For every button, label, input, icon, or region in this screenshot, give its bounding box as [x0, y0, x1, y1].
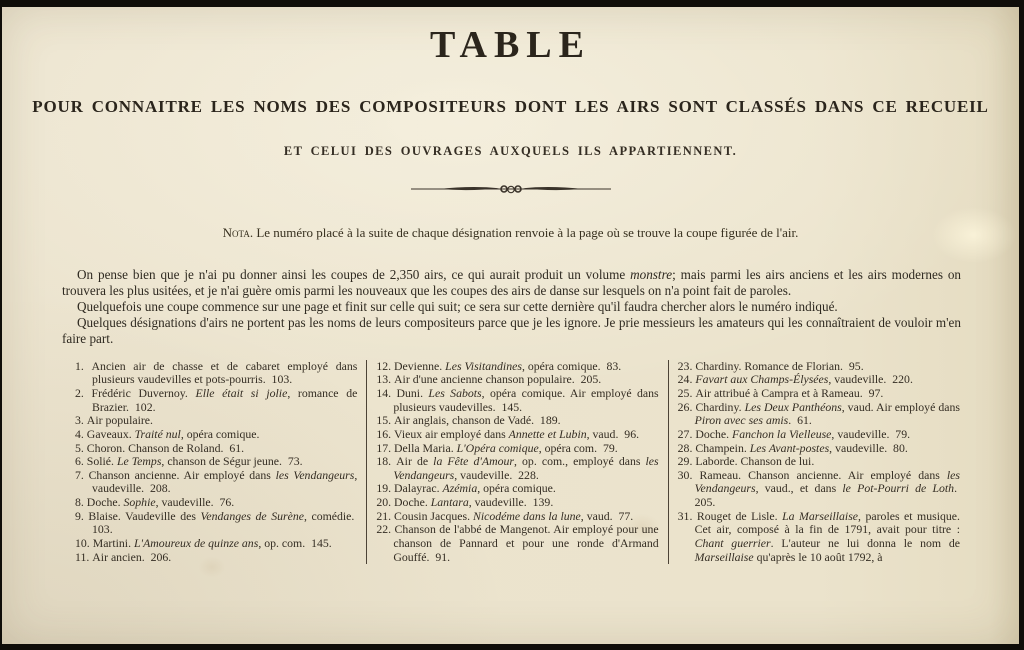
text-run: La Marseillaise — [782, 508, 859, 523]
index-entry — [678, 401, 960, 428]
composer-index — [66, 360, 969, 564]
text-run: les Vendangeurs — [694, 467, 960, 496]
text-run: Le Temps — [116, 454, 162, 469]
nota-note — [2, 225, 1019, 241]
text-run: Chardiny. — [695, 399, 745, 414]
text-run: , vaudeville. 220. — [828, 372, 913, 387]
entry-number: 3. — [75, 413, 87, 428]
text-run: , paroles et musique. Cet air, composé à la fin de 1791, avait pour titre : — [694, 508, 960, 537]
paragraph — [62, 267, 961, 299]
text-run: Rouget de Lisle. — [696, 508, 783, 523]
text-run: Air anglais, chanson de Vadé. 189. — [394, 413, 561, 428]
text-run: , vaud. 96. — [586, 426, 640, 441]
index-entry — [678, 373, 960, 387]
text-run: , vaudeville. 208. — [92, 467, 358, 496]
index-entry — [75, 428, 357, 442]
text-run: Gaveaux. — [86, 426, 135, 441]
text-run: Annette et Lubin — [508, 426, 587, 441]
text-run: Laborde. Chanson de lui. — [695, 454, 815, 469]
index-entry — [678, 360, 960, 374]
text-run: Traité nul — [134, 426, 181, 441]
text-run: Duni. — [396, 386, 429, 401]
entry-number: 22. — [376, 522, 395, 537]
text-run: Cousin Jacques. — [394, 508, 473, 523]
entry-number: 6. — [75, 454, 87, 469]
text-run: Air ancien. 206. — [92, 549, 172, 564]
text-run: Chant guerrier — [694, 535, 771, 550]
text-run: Martini. — [92, 535, 134, 550]
entry-number: 17. — [376, 440, 395, 455]
index-entry — [75, 537, 357, 551]
text-run: Vieux air employé dans — [394, 426, 509, 441]
entry-number: 8. — [75, 495, 87, 510]
page-subtitle: POUR CONNAITRE LES NOMS DES COMPOSITEURS DONT LES AIRS SONT CLASSÉS DANS CE RECUEIL — [32, 97, 989, 116]
index-entry — [678, 469, 960, 510]
index-entry — [376, 442, 658, 456]
text-run: , romance de Brazier. 102. — [92, 386, 358, 414]
entry-number: 11. — [75, 549, 93, 564]
index-entry — [376, 360, 658, 374]
index-entry — [376, 455, 658, 482]
text-run: Ancien air de chasse et de cabaret employé dans plusieurs vaudevilles et pots-pourris. 103. — [91, 358, 358, 387]
text-run: Frédéric Duvernoy. — [91, 386, 196, 401]
text-run: , vaudeville. 76. — [155, 495, 235, 510]
entry-number: 16. — [376, 426, 395, 441]
entry-number: 30. — [677, 467, 700, 482]
text-run: , opéra comique. — [180, 426, 260, 441]
entry-number: 27. — [677, 426, 696, 441]
entry-number: 25. — [677, 386, 696, 401]
index-entry — [678, 387, 960, 401]
text-run: L'Amoureux de quinze ans — [134, 535, 259, 550]
text-run: , chanson de Ségur jeune. 73. — [161, 454, 303, 469]
text-run: , opéra comique. — [477, 481, 556, 496]
text-run: ; mais parmi les airs anciens et les airs modernes on trouvera les plus usitées, et je n'ai guère omis parmi les nouveaux que les coupes des airs de danse sur lesquels on n'a point fait de paroles. — [62, 267, 962, 298]
index-entry — [376, 482, 658, 496]
entry-number: 2. — [75, 386, 92, 401]
text-run: les Vendangeurs — [393, 454, 659, 482]
text-run: Solié. — [86, 454, 117, 469]
text-run: , vaudeville. 228. — [454, 467, 539, 482]
text-run: Chanson de l'abbé de Mangenot. Air employé pour une chanson de Pannard et pour une ronde d'Armand Gouffé. 91. — [393, 522, 659, 564]
entry-number: 28. — [677, 440, 696, 455]
index-entry — [75, 469, 357, 496]
text-run: le Pot-Pourri de Loth — [842, 481, 955, 496]
text-run: Doche. — [86, 495, 124, 510]
text-run: . 61. — [788, 413, 812, 428]
text-run: , vaudeville. 79. — [831, 426, 911, 441]
index-entry — [75, 455, 357, 469]
index-entry — [376, 510, 658, 524]
text-run: On pense bien que je n'ai pu donner ainsi les coupes de 2,350 airs, ce qui aurait produit un volume — [77, 267, 631, 282]
text-run: Quelquefois une coupe commence sur une page et finit sur celle qui suit; ce sera sur cette dernière qu'il faudra chercher alors le numéro indiqué. — [77, 298, 838, 314]
page — [2, 7, 1019, 644]
entry-number: 9. — [75, 508, 89, 523]
text-run: monstre — [630, 267, 673, 282]
entry-number: 29. — [677, 454, 696, 469]
index-entry — [75, 387, 357, 414]
text-run: Air de — [396, 454, 434, 469]
text-run: , vaudeville. 139. — [468, 495, 554, 510]
text-run: Quelques désignations d'airs ne portent pas les noms de leurs compositeurs parce que je les ignore. Je prie messieurs les amateurs qui les connaîtraient de vouloir m'en faire part. — [62, 314, 961, 346]
text-run: Chanson ancienne. Air employé dans — [88, 467, 276, 482]
text-run: Air populaire. — [86, 413, 153, 428]
text-run: Elle était si jolie — [195, 386, 288, 401]
text-run: , opéra com. 79. — [538, 440, 618, 455]
index-entry — [376, 373, 658, 387]
page-title: TABLE — [429, 24, 591, 66]
entry-number: 19. — [376, 481, 395, 496]
index-entry — [376, 428, 658, 442]
text-run: Piron avec ses amis — [694, 413, 789, 428]
text-run: les Vendangeurs — [275, 467, 355, 482]
text-run: , op. com., employé dans — [514, 454, 646, 469]
index-entry — [75, 360, 357, 387]
entry-number: 23. — [677, 358, 696, 373]
text-run: , opéra comique. 83. — [521, 358, 622, 373]
entry-number: 15. — [376, 413, 395, 428]
entry-number: 5. — [75, 440, 87, 455]
index-entry — [376, 414, 658, 428]
entry-number: 4. — [75, 426, 87, 441]
index-entry — [678, 428, 960, 442]
text-run: Le numéro placé à la suite de chaque désignation renvoie à la page où se trouve la coupe figurée de l'air. — [253, 225, 799, 240]
index-entry — [75, 551, 357, 565]
index-entry — [678, 510, 960, 565]
text-run: Doche. — [695, 426, 733, 441]
text-run: Sophie — [123, 495, 156, 510]
text-run: Lantara — [430, 495, 469, 510]
entry-number: 31. — [677, 508, 697, 523]
introduction — [62, 267, 961, 347]
text-run: Choron. Chanson de Roland. 61. — [86, 440, 245, 455]
index-column-3 — [668, 360, 969, 564]
text-run: Doche. — [394, 495, 431, 510]
index-entry — [678, 455, 960, 469]
paragraph — [62, 315, 961, 347]
text-run: Nota. — [222, 225, 254, 240]
index-entry — [75, 442, 357, 456]
text-run: Blaise. Vaudeville des — [88, 508, 201, 523]
entry-number: 12. — [376, 358, 395, 373]
text-run: Champein. — [695, 440, 750, 455]
text-run: Della Maria. — [394, 440, 457, 455]
text-run: Vendanges de Surène — [200, 508, 304, 523]
text-run: , vaudeville. 80. — [829, 440, 908, 455]
entry-number: 14. — [376, 386, 397, 401]
index-column-2 — [366, 360, 667, 564]
text-run: Favart aux Champs-Élysées — [695, 372, 829, 387]
index-entry — [678, 442, 960, 456]
text-run: . L'auteur ne lui donna le nom de — [770, 535, 960, 550]
entry-number: 1. — [75, 358, 92, 373]
entry-number: 20. — [376, 495, 395, 510]
text-run: Les Sabots — [428, 386, 482, 401]
index-column-1 — [66, 360, 366, 564]
text-run: Fanchon la Vielleuse — [732, 426, 832, 441]
text-run: Les Visitandines — [445, 358, 522, 373]
text-run: Nicodéme dans la lune — [473, 508, 581, 523]
entry-number: 24. — [677, 372, 696, 387]
index-entry — [376, 523, 658, 564]
text-run: , vaud., et dans — [755, 481, 843, 496]
text-run: Marseillaise — [694, 549, 754, 564]
text-run: Chardiny. Romance de Florian. 95. — [695, 358, 864, 373]
page-subtitle-secondary: ET CELUI DES OUVRAGES AUXQUELS ILS APPARTIENNENT. — [283, 144, 738, 158]
text-run: Air d'une ancienne chanson populaire. 205. — [394, 372, 602, 387]
text-run: Air attribué à Campra et à Rameau. 97. — [695, 386, 884, 401]
text-run: , comédie. 103. — [92, 508, 358, 537]
text-run: , opéra comique. Air employé dans plusieurs vaudevilles. 145. — [393, 386, 659, 414]
text-run: , vaud. Air employé dans — [841, 399, 960, 414]
text-run: L'Opéra comique — [456, 440, 539, 455]
index-entry — [376, 496, 658, 510]
text-run: qu'après le 10 août 1792, à — [753, 549, 883, 564]
text-run: Dalayrac. — [394, 481, 443, 496]
divider-ornament — [2, 181, 1019, 197]
entry-number: 10. — [75, 535, 93, 550]
entry-number: 26. — [677, 399, 696, 414]
text-run: , vaud. 77. — [580, 508, 634, 523]
index-entry — [376, 387, 658, 414]
text-run: Devienne. — [394, 358, 446, 373]
entry-number: 18. — [376, 454, 397, 469]
text-run: Les Deux Panthéons — [744, 399, 842, 414]
text-run: Les Avant-postes — [749, 440, 830, 455]
paragraph — [62, 299, 961, 315]
entry-number: 13. — [376, 372, 395, 387]
text-run: la Fête d'Amour — [433, 454, 514, 469]
text-run: Rameau. Chanson ancienne. Air employé dans — [699, 467, 947, 482]
text-run: , op. com. 145. — [258, 535, 332, 550]
text-run: Azémia — [442, 481, 478, 496]
index-entry — [75, 510, 357, 537]
text-run: . 205. — [694, 481, 960, 510]
entry-number: 7. — [75, 467, 89, 482]
entry-number: 21. — [376, 508, 395, 523]
index-entry — [75, 414, 357, 428]
index-entry — [75, 496, 357, 510]
